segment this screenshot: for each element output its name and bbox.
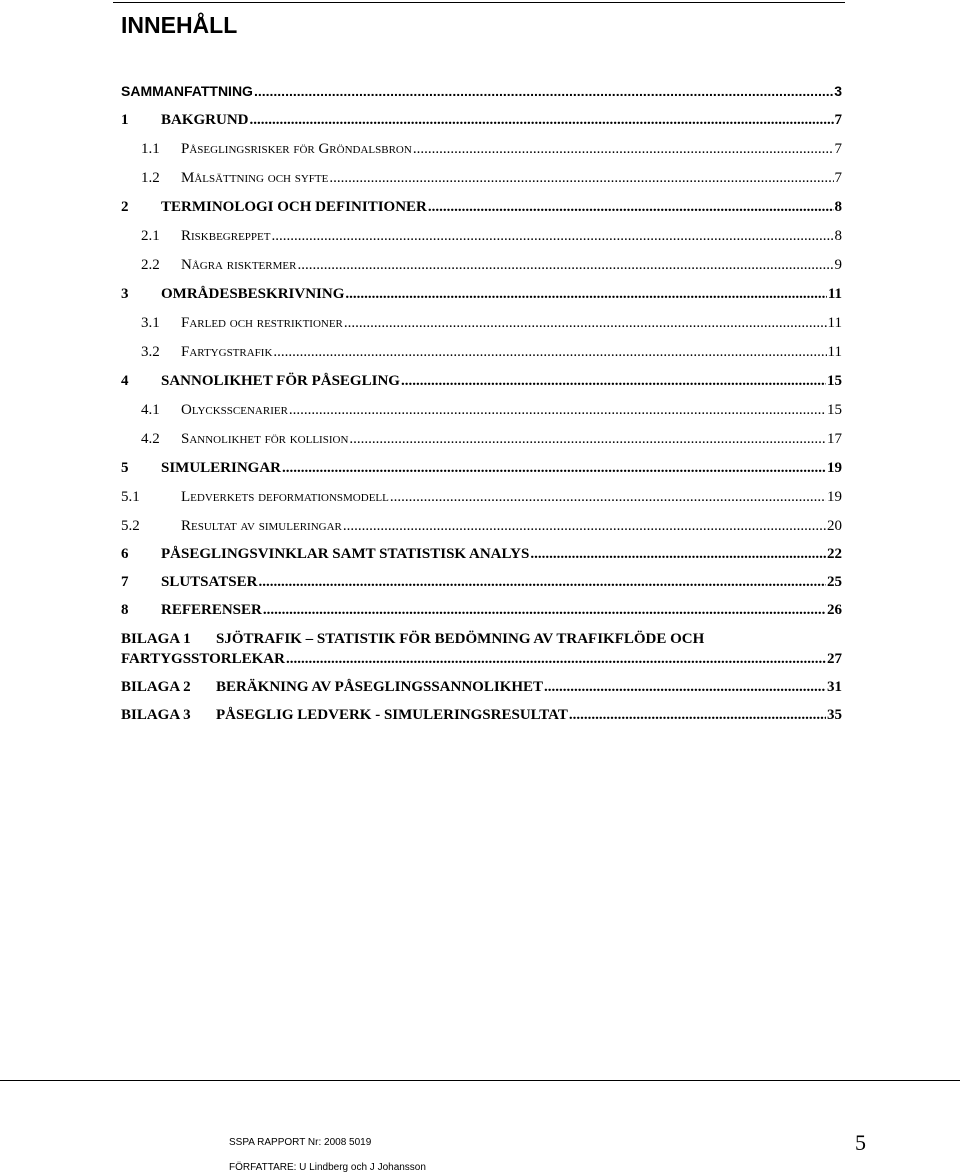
- toc-entry-title: Fartygstrafik: [181, 344, 273, 360]
- toc-entry-page: 11: [827, 315, 842, 331]
- toc-leader-dots: [329, 168, 833, 188]
- toc-entry-page: 26: [827, 602, 842, 618]
- toc-entry-title: TERMINOLOGI OCH DEFINITIONER: [161, 199, 427, 215]
- toc-entry-title: Resultat av simuleringar: [181, 518, 342, 534]
- toc-entry-title: SLUTSATSER: [161, 574, 258, 590]
- toc-leader-dots: [343, 516, 826, 536]
- toc-entry-title: SJÖTRAFIK – STATISTIK FÖR BEDÖMNING AV TRAFIKFLÖDE OCH: [216, 631, 705, 647]
- toc-entry-5-1[interactable]: [121, 487, 842, 507]
- toc-entry-title: PÅSEGLIG LEDVERK - SIMULERINGSRESULTAT: [216, 707, 568, 723]
- toc-entry-title: SANNOLIKHET FÖR PÅSEGLING: [161, 373, 400, 389]
- toc-entry-sammanfattning[interactable]: [121, 81, 842, 101]
- toc-entry-3[interactable]: [121, 284, 842, 304]
- toc-entry-4-1[interactable]: [121, 400, 842, 420]
- toc-entry-number: 8: [121, 602, 129, 618]
- toc-entry-page: 22: [827, 546, 842, 562]
- toc-leader-dots: [413, 139, 834, 159]
- toc-entry-page: 15: [827, 402, 842, 418]
- toc-entry-page: 25: [827, 574, 842, 590]
- toc-entry-title: Sannolikhet för kollision: [181, 431, 349, 447]
- toc-leader-dots: [254, 81, 833, 101]
- toc-entry-page: 11: [827, 344, 842, 360]
- toc-entry-page: 11: [827, 286, 842, 302]
- toc-entry-page: 27: [827, 651, 842, 667]
- footer-report-number: SSPA RAPPORT Nr: 2008 5019: [229, 1137, 372, 1148]
- toc-entry-title: Farled och restriktioner: [181, 315, 343, 331]
- toc-entry-bilaga-2[interactable]: [121, 677, 842, 697]
- toc-entry-number: 2: [121, 199, 129, 215]
- toc-entry-number: BILAGA 2: [121, 679, 191, 695]
- toc-entry-1-1[interactable]: [121, 139, 842, 159]
- toc-leader-dots: [401, 371, 826, 391]
- toc-entry-1[interactable]: [121, 110, 842, 130]
- toc-entry-page: 7: [834, 170, 842, 186]
- toc-entry-title-continued: FARTYGSSTORLEKAR: [121, 651, 285, 667]
- toc-entry-number: 7: [121, 574, 129, 590]
- toc-leader-dots: [286, 649, 826, 669]
- toc-entry-4[interactable]: [121, 371, 842, 391]
- toc-entry-page: 15: [827, 373, 842, 389]
- toc-entry-number: 4.1: [141, 402, 160, 418]
- toc-entry-page: 19: [827, 460, 842, 476]
- toc-entry-title: Olycksscenarier: [181, 402, 288, 418]
- top-rule: [113, 2, 845, 3]
- toc-entry-title: OMRÅDESBESKRIVNING: [161, 286, 345, 302]
- toc-leader-dots: [258, 572, 826, 592]
- toc-entry-bilaga-1[interactable]: [121, 629, 842, 669]
- toc-entry-title: Några risktermer: [181, 257, 297, 273]
- toc-entry-number: BILAGA 1: [121, 631, 191, 647]
- toc-entry-number: 2.1: [141, 228, 160, 244]
- toc-entry-5[interactable]: [121, 458, 842, 478]
- toc-entry-number: 1: [121, 112, 129, 128]
- toc-leader-dots: [390, 487, 826, 507]
- toc-entry-title: REFERENSER: [161, 602, 262, 618]
- toc-entry-1-2[interactable]: [121, 168, 842, 188]
- toc-entry-number: 3: [121, 286, 129, 302]
- footer-authors: FÖRFATTARE: U Lindberg och J Johansson: [229, 1162, 426, 1173]
- toc-entry-number: 1.1: [141, 141, 160, 157]
- toc-entry-4-2[interactable]: [121, 429, 842, 449]
- toc-leader-dots: [530, 544, 826, 564]
- toc-entry-title: PÅSEGLINGSVINKLAR SAMT STATISTISK ANALYS: [161, 546, 530, 562]
- toc-entry-page: 3: [834, 83, 842, 99]
- toc-leader-dots: [273, 342, 826, 362]
- toc-entry-number: 6: [121, 546, 129, 562]
- toc-entry-number: 2.2: [141, 257, 160, 273]
- toc-entry-8[interactable]: [121, 600, 842, 620]
- toc-entry-page: 8: [834, 199, 842, 215]
- toc-entry-page: 35: [827, 707, 842, 723]
- toc-entry-number: 5: [121, 460, 129, 476]
- toc-entry-title: BAKGRUND: [161, 112, 249, 128]
- toc-entry-page: 31: [827, 679, 842, 695]
- toc-leader-dots: [263, 600, 826, 620]
- toc-entry-2-2[interactable]: [121, 255, 842, 275]
- toc-entry-6[interactable]: [121, 544, 842, 564]
- toc-leader-dots: [569, 705, 826, 725]
- toc-entry-page: 17: [827, 431, 842, 447]
- toc-entry-number: 3.1: [141, 315, 160, 331]
- footer-rule: [0, 1080, 960, 1081]
- toc-leader-dots: [544, 677, 826, 697]
- toc-entry-7[interactable]: [121, 572, 842, 592]
- toc-entry-title: Riskbegreppet: [181, 228, 271, 244]
- toc-leader-dots: [297, 255, 833, 275]
- toc-entry-bilaga-3[interactable]: [121, 705, 842, 725]
- toc-entry-2[interactable]: [121, 197, 842, 217]
- toc-entry-page: 8: [834, 228, 842, 244]
- toc-leader-dots: [282, 458, 826, 478]
- toc-entry-page: 20: [827, 518, 842, 534]
- toc-leader-dots: [349, 429, 826, 449]
- toc-entry-number: 5.2: [121, 518, 140, 534]
- toc-leader-dots: [344, 313, 827, 333]
- toc-leader-dots: [345, 284, 826, 304]
- toc-entry-number: 5.1: [121, 489, 140, 505]
- toc-entry-page: 9: [834, 257, 842, 273]
- toc-entry-page: 7: [834, 112, 842, 128]
- toc-entry-2-1[interactable]: [121, 226, 842, 246]
- toc-entry-page: 19: [827, 489, 842, 505]
- toc-leader-dots: [271, 226, 833, 246]
- page-number: 5: [855, 1130, 866, 1155]
- toc-entry-title: SIMULERINGAR: [161, 460, 282, 476]
- toc-entry-title: BERÄKNING AV PÅSEGLINGSSANNOLIKHET: [216, 679, 544, 695]
- toc-entry-number: BILAGA 3: [121, 707, 191, 723]
- toc-entry-number: 4: [121, 373, 129, 389]
- toc-entry-title: Ledverkets deformationsmodell: [181, 489, 389, 505]
- toc-leader-dots: [250, 110, 834, 130]
- toc-entry-number: 1.2: [141, 170, 160, 186]
- toc-entry-3-2[interactable]: [121, 342, 842, 362]
- toc-entry-3-1[interactable]: [121, 313, 842, 333]
- page-title: INNEHÅLL: [121, 12, 238, 38]
- toc-entry-title: SAMMANFATTNING: [121, 83, 253, 99]
- toc-entry-number: 3.2: [141, 344, 160, 360]
- toc-leader-dots: [428, 197, 834, 217]
- toc-entry-title: Påseglingsrisker för Gröndalsbron: [181, 141, 412, 157]
- toc-entry-page: 7: [834, 141, 842, 157]
- toc-entry-title: Målsättning och syfte: [181, 170, 329, 186]
- toc-entry-5-2[interactable]: [121, 516, 842, 536]
- toc-leader-dots: [289, 400, 826, 420]
- toc-entry-number: 4.2: [141, 431, 160, 447]
